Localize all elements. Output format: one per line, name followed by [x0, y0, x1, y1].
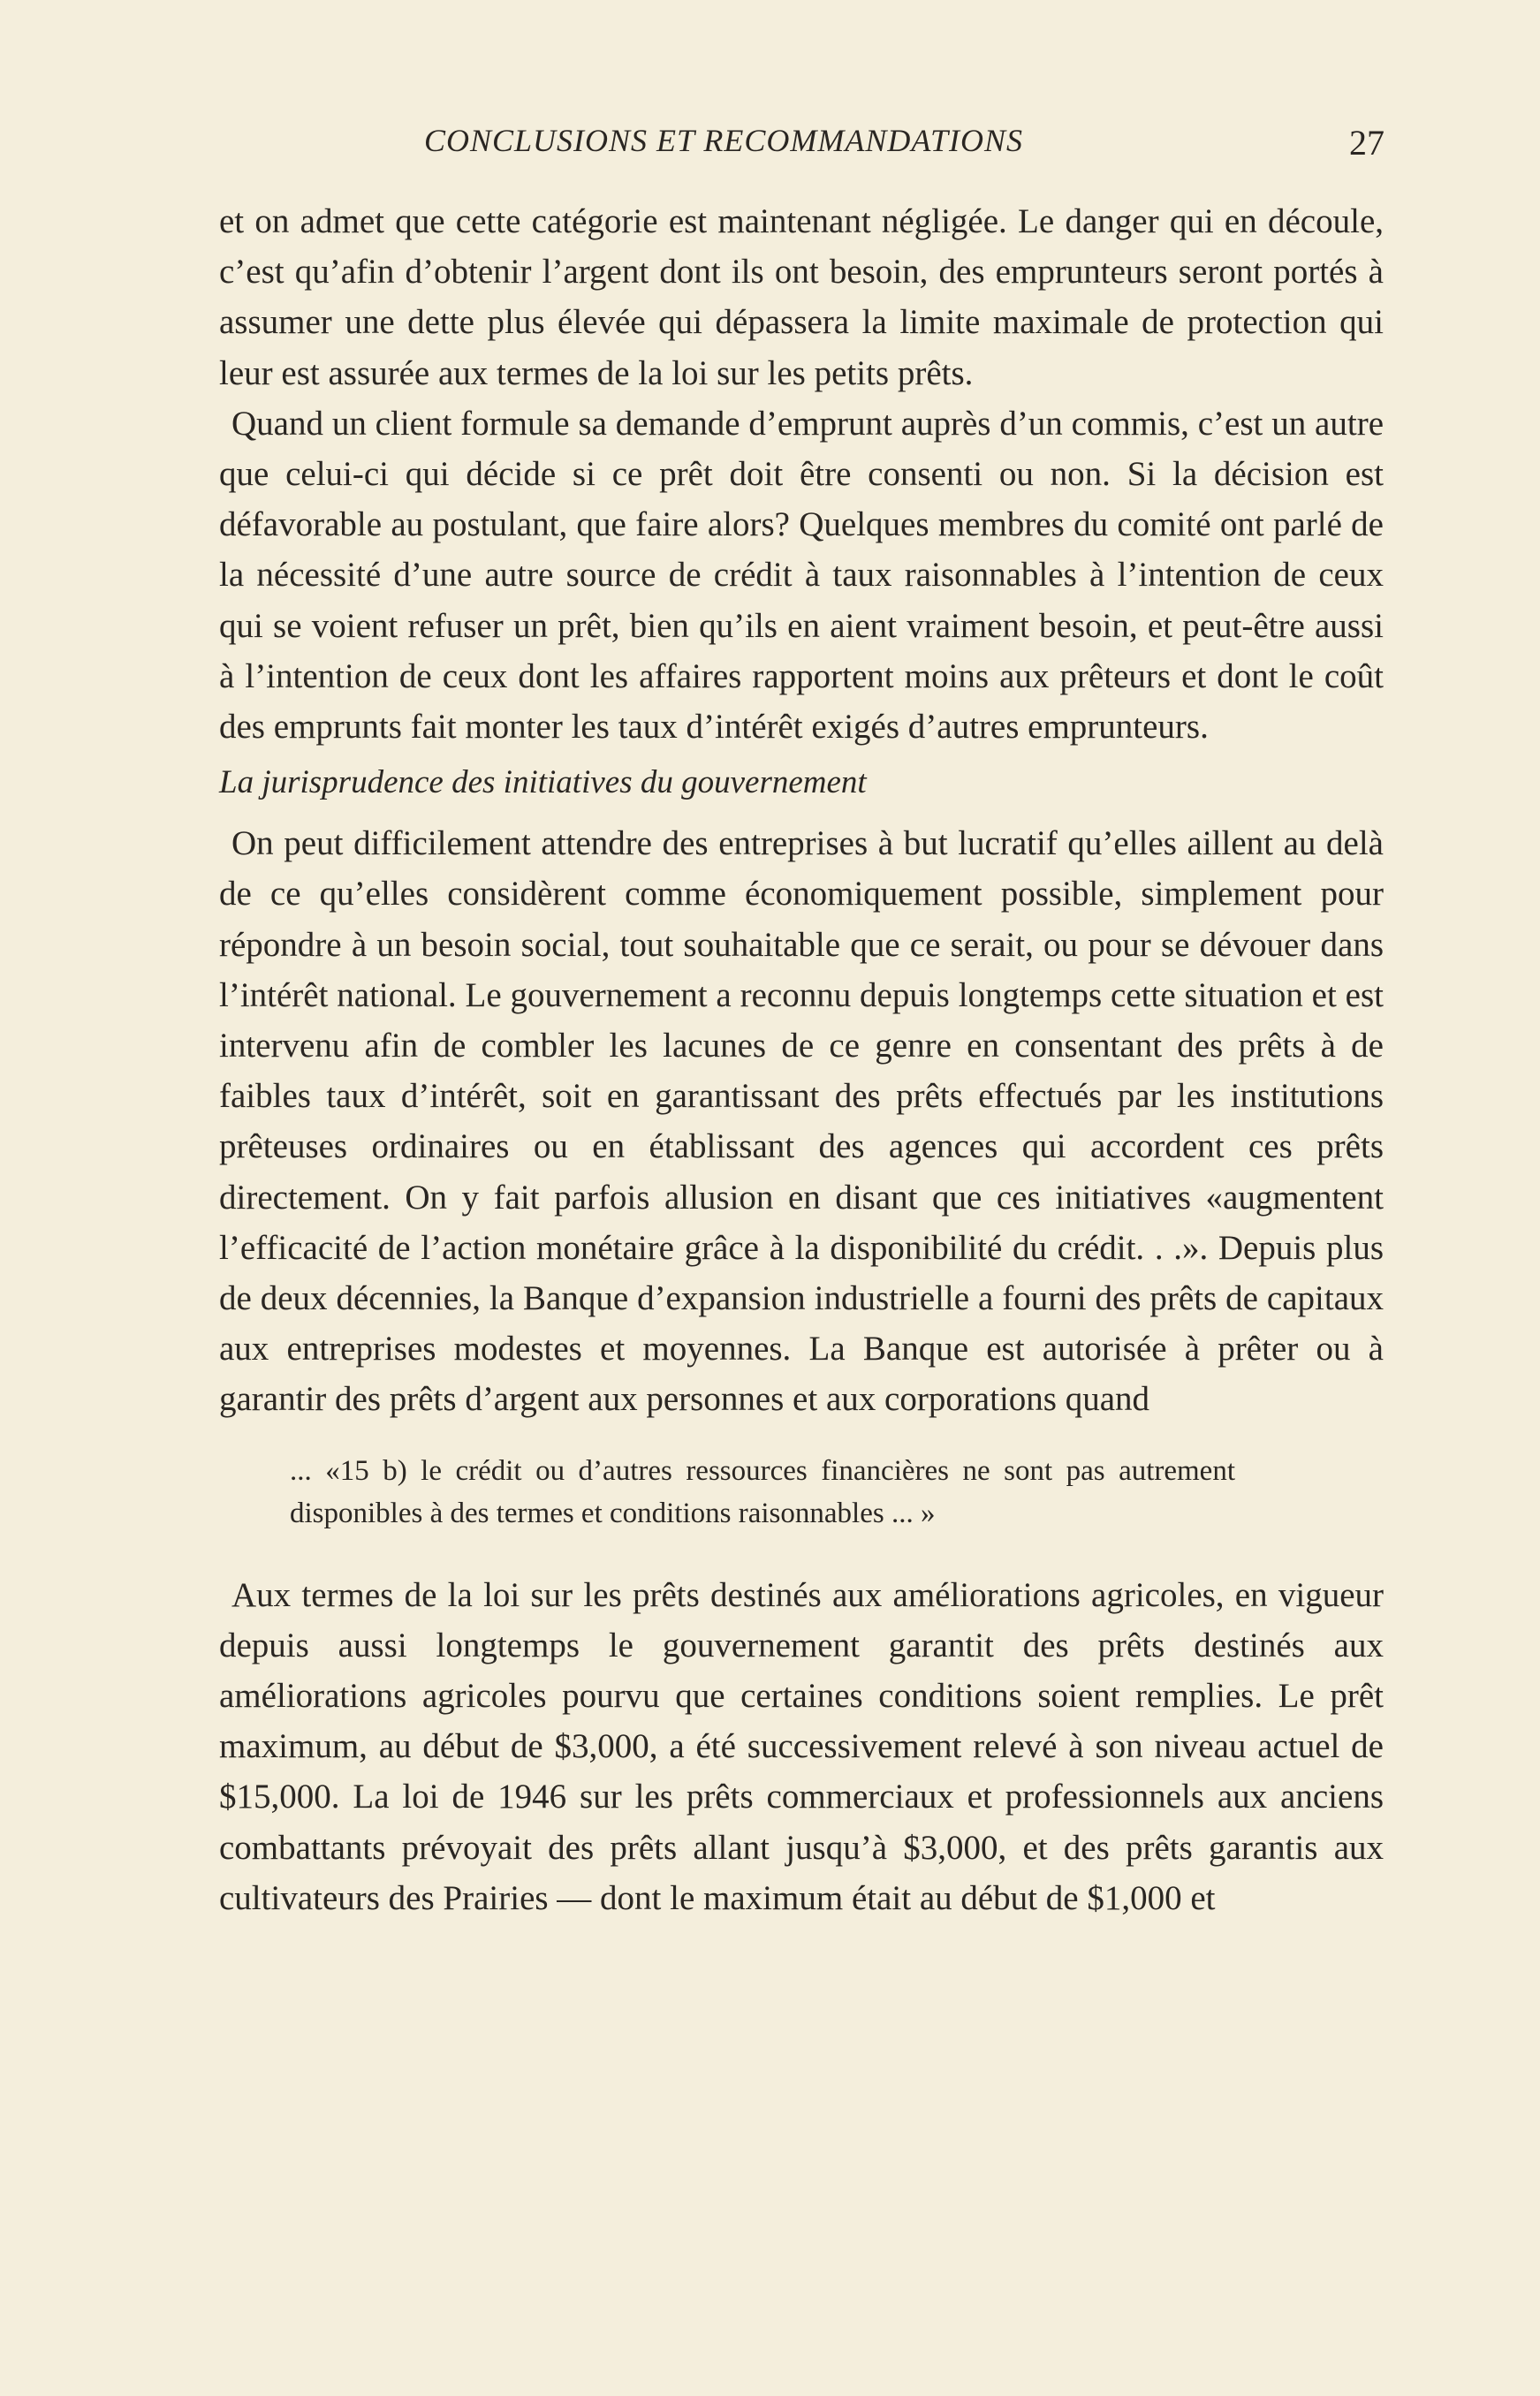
block-quote: ... «15 b) le crédit ou d’autres ressources financières ne sont pas autrement disponibles à des termes et conditions raisonnables ... »: [290, 1454, 1235, 1529]
page-header: [225, 122, 1384, 175]
paragraph-loan-refusal: Quand un client formule sa demande d’emprunt auprès d’un commis, c’est un autre que celui-ci qui décide si ce prêt doit être consenti ou non. Si la décision est défavorable au postulant, que faire alors? Quelques membres du comité ont parlé de la nécessité d’une autre source de crédit à taux raisonnables à l’intention de ceux qui se voient refuser un prêt, bien qu’ils en aient vraiment besoin, et peut-être aussi à l’intention de ceux dont les affaires rapportent moins aux prêteurs et dont le coût des emprunts fait monter les taux d’intérêt exigés d’autres emprunteurs.: [219, 404, 1384, 747]
paragraph-agricultural-loans: Aux termes de la loi sur les prêts destinés aux améliorations agricoles, en vigueur depuis aussi longtemps le gouvernement garantit des prêts destinés aux améliorations agricoles pourvu que certaines conditions soient remplies. Le prêt maximum, au début de $3,000, a été successivement relevé à son niveau actuel de $15,000. La loi de 1946 sur les prêts commerciaux et professionnels aux anciens combattants prévoyait des prêts allant jusqu’à $3,000, et des prêts garantis aux cultivateurs des Prairies — dont le maximum était au début de $1,000 et: [219, 1575, 1384, 1917]
paragraph-continuation: et on admet que cette catégorie est maintenant négligée. Le danger qui en découle, c’est qu’afin d’obtenir l’argent dont ils ont besoin, des emprunteurs seront portés à assumer une dette plus élevée qui dépassera la limite maximale de protection qui leur est assurée aux termes de la loi sur les petits prêts.: [219, 202, 1384, 392]
running-title: CONCLUSIONS ET RECOMMANDATIONS: [424, 123, 1024, 158]
page-body: [219, 196, 1384, 1923]
page-number: 27: [1349, 123, 1384, 163]
paragraph-government-initiatives: On peut difficilement attendre des entreprises à but lucratif qu’elles aillent au delà de ce qu’elles considèrent comme économiquement possible, simplement pour répondre à un besoin social, tout souhaitable que ce serait, ou pour se dévouer dans l’intérêt national. Le gouvernement a reconnu depuis longtemps cette situation et est intervenu afin de combler les lacunes de ce genre en consentant des prêts à de faibles taux d’intérêt, soit en garantissant des prêts effectués par les institutions prêteuses ordinaires ou en établissant des agences qui accordent ces prêts directement. On y fait parfois allusion en disant que ces initiatives «augmentent l’efficacité de l’action monétaire grâce à la disponibilité du crédit. . .». Depuis plus de deux décennies, la Banque d’expansion industrielle a fourni des prêts de capitaux aux entreprises modestes et moyennes. La Banque est autorisée à prêter ou à garantir des prêts d’argent aux personnes et aux corporations quand: [219, 824, 1384, 1419]
section-heading: La jurisprudence des initiatives du gouvernement: [219, 764, 867, 801]
